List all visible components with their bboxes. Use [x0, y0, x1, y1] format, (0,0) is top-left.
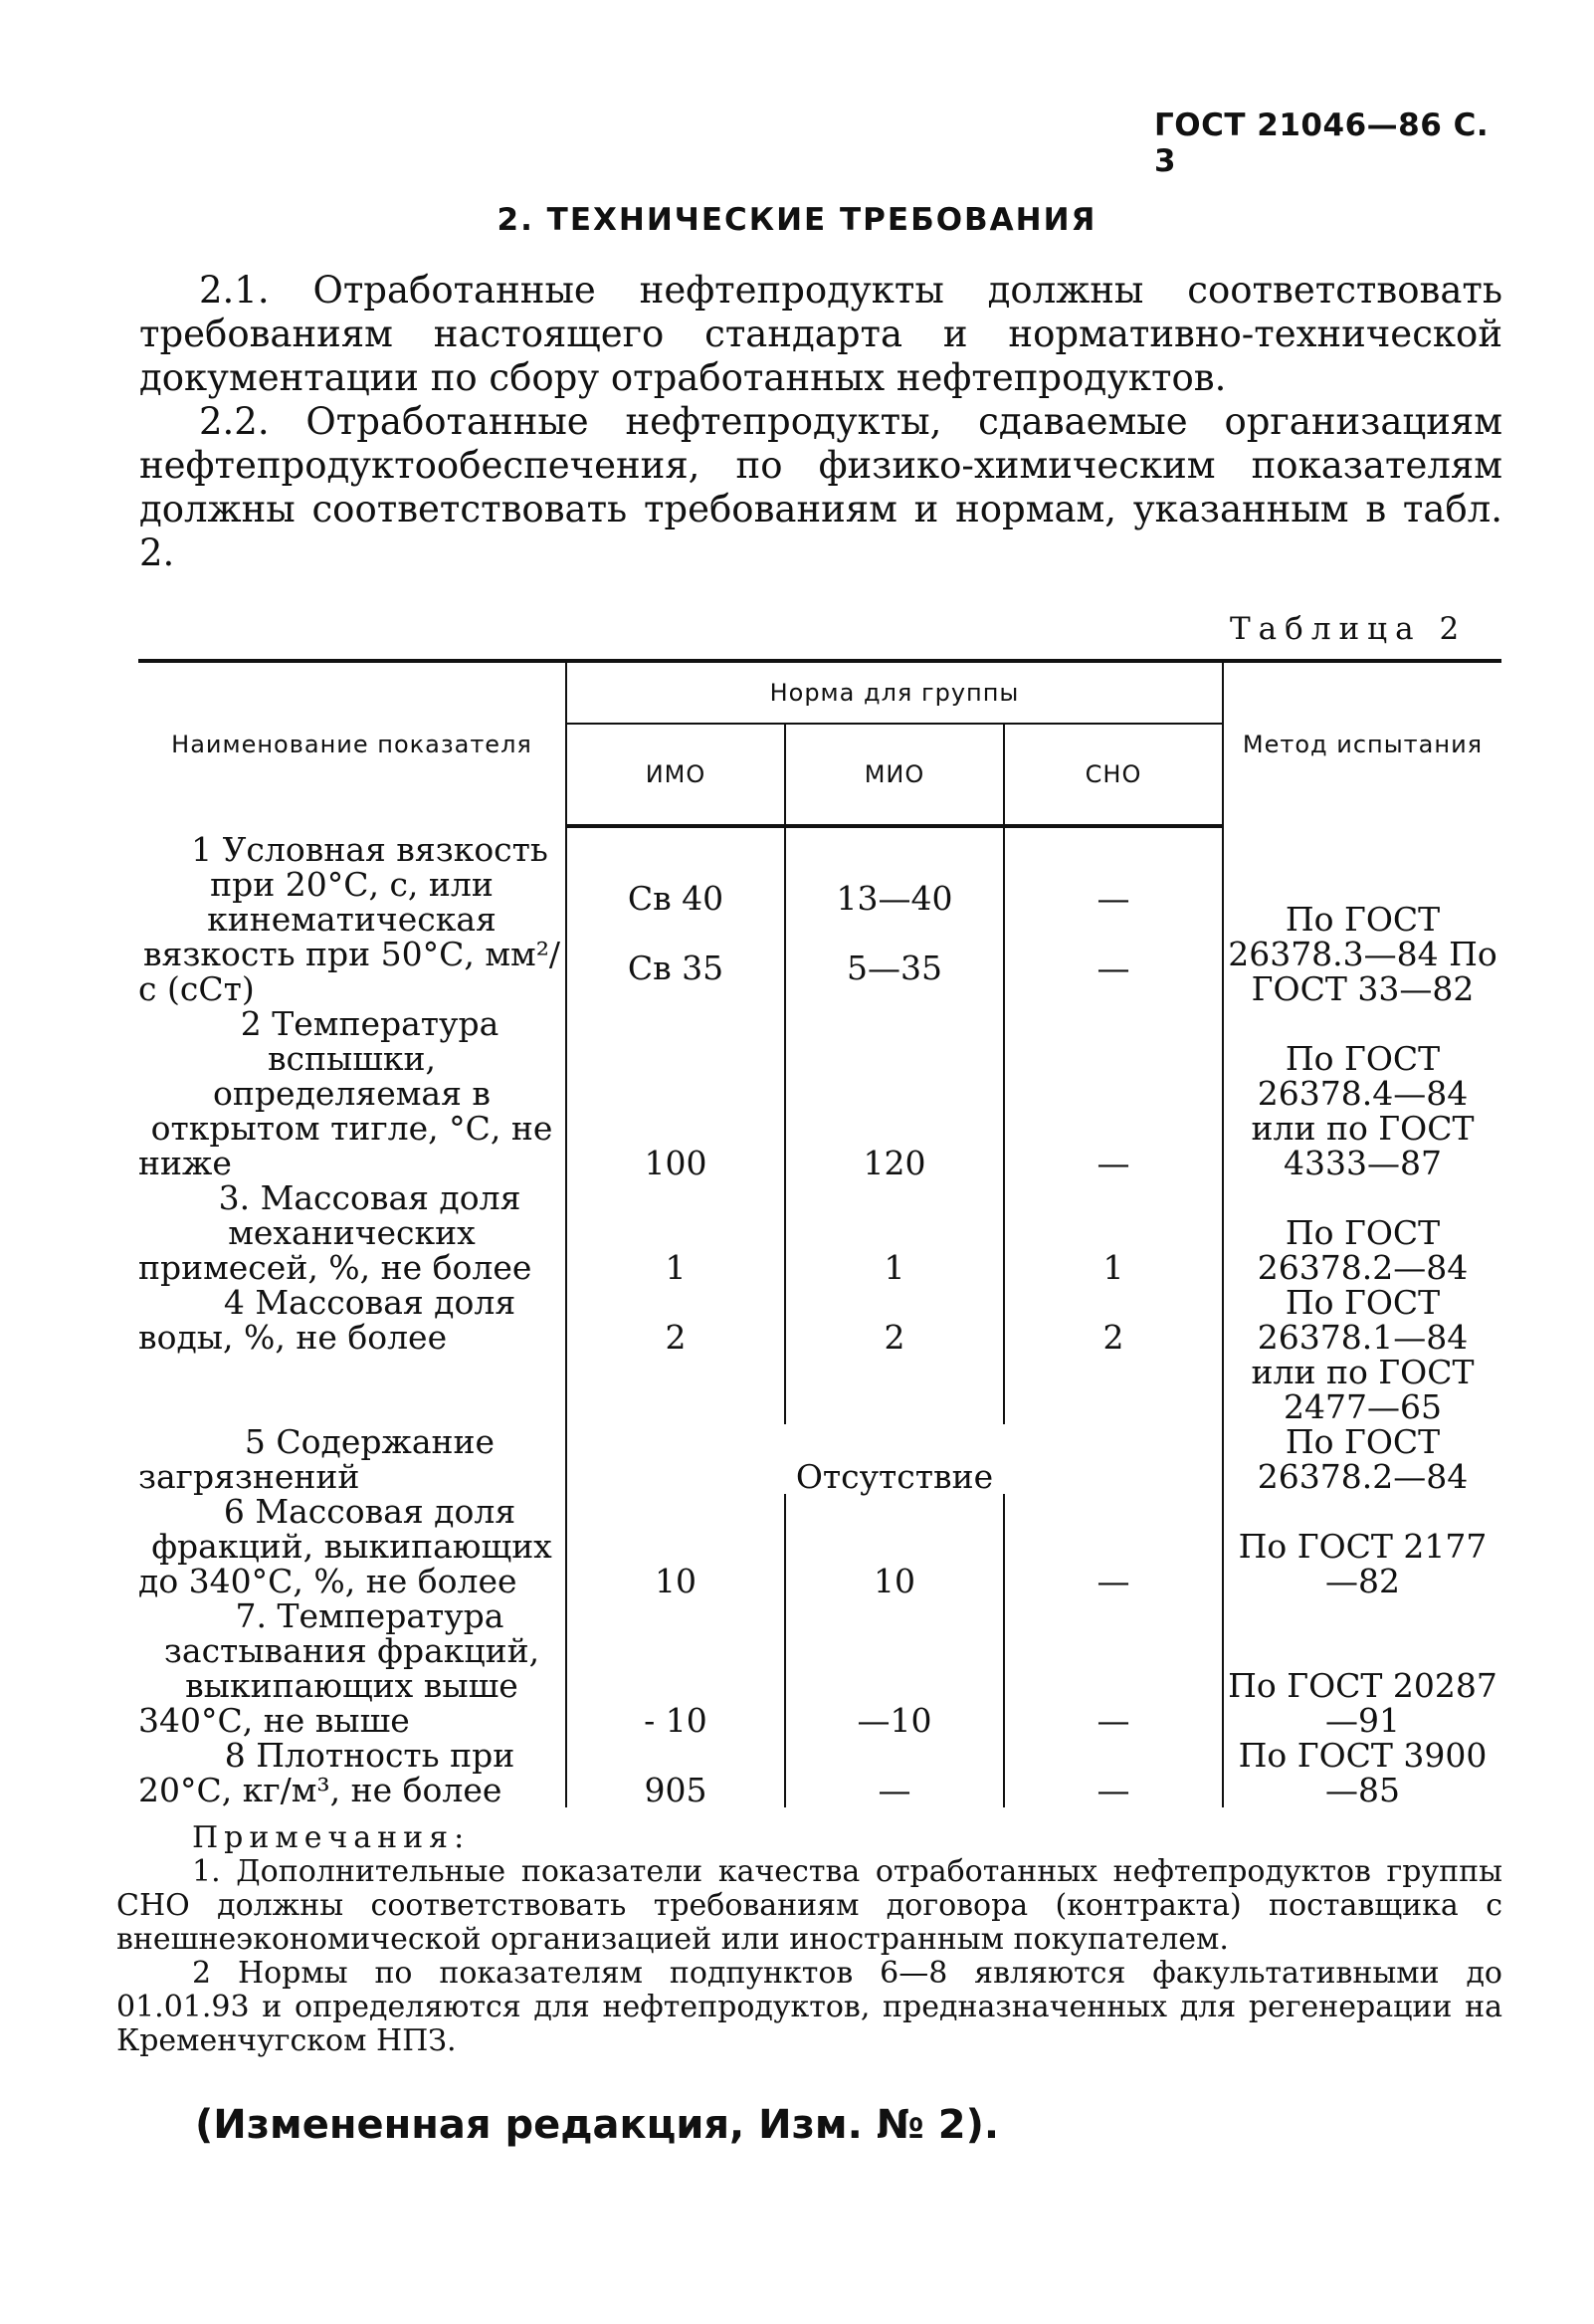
cell-mio: —	[785, 1738, 1004, 1807]
cell-imo: 10	[566, 1494, 785, 1598]
row-name: 8 Плотность при 20°С, кг/м³, не более	[138, 1736, 515, 1809]
cell-mio: 10	[785, 1494, 1004, 1598]
cell-sno: —	[1004, 1006, 1223, 1180]
cell-sno: —	[1004, 1738, 1223, 1807]
table-row	[138, 1598, 1501, 1738]
cell-mio: 2	[785, 1285, 1004, 1424]
header-mio: МИО	[785, 724, 1004, 826]
cell-imo: 905	[566, 1738, 785, 1807]
page-header: ГОСТ 21046—86 С. 3	[1154, 107, 1490, 179]
cell-method: По ГОСТ 26378.2—84	[1223, 1424, 1501, 1494]
row-name: 5 Содержание загрязнений	[138, 1422, 496, 1496]
cell-imo: - 10	[566, 1598, 785, 1738]
row-name: 1 Условная вязкость при 20°С, с, или кинематическая вязкость при 50°С, мм²/с (сСт)	[138, 830, 561, 1008]
header-sno: СНО	[1004, 724, 1223, 826]
table-row	[138, 1006, 1501, 1180]
cell-sno: 2	[1004, 1285, 1223, 1424]
cell-method: По ГОСТ 26378.1—84 или по ГОСТ 2477—65	[1223, 1285, 1501, 1424]
cell-merged: Отсутствие	[566, 1424, 1223, 1494]
paragraph-2-2: 2.2. Отработанные нефтепродукты, сдаваемые организациям нефтепродуктообеспечения, по физико-химическим показателям должны соответствовать требованиям и нормам, указанным в табл. 2.	[139, 400, 1502, 574]
cell-sno: 1	[1004, 1180, 1223, 1285]
notes-block	[116, 1821, 1502, 2058]
table-row	[138, 1424, 1501, 1494]
table-row	[138, 1738, 1501, 1807]
notes-title: Примечания:	[192, 1820, 471, 1855]
cell-imo: 2	[566, 1285, 785, 1424]
cell-sno: — —	[1004, 826, 1223, 1006]
row-name: 2 Температура вспышки, определяемая в открытом тигле, °С, не ниже	[138, 1004, 553, 1182]
row-name: 4 Массовая доля воды, %, не более	[138, 1283, 516, 1357]
row-name: 3. Массовая доля механических примесей, %, не более	[138, 1178, 532, 1287]
table-row	[138, 1285, 1501, 1424]
cell-sno: —	[1004, 1598, 1223, 1738]
header-imo: ИМО	[566, 724, 785, 826]
cell-method: По ГОСТ 26378.2—84	[1223, 1180, 1501, 1285]
cell-method: По ГОСТ 26378.3—84 По ГОСТ 33—82	[1223, 826, 1501, 1006]
amendment-note: (Измененная редакция, Изм. № 2).	[195, 2102, 1000, 2148]
table-row	[138, 826, 1501, 1006]
header-method: Метод испытания	[1223, 661, 1501, 826]
section-title: 2. ТЕХНИЧЕСКИЕ ТРЕБОВАНИЯ	[497, 202, 1097, 238]
cell-method: По ГОСТ 20287—91	[1223, 1598, 1501, 1738]
cell-mio: 13—40 5—35	[785, 826, 1004, 1006]
header-group: Норма для группы	[566, 661, 1223, 724]
table-row	[138, 1494, 1501, 1598]
cell-mio: 1	[785, 1180, 1004, 1285]
cell-imo: 100	[566, 1006, 785, 1180]
cell-sno: —	[1004, 1494, 1223, 1598]
requirements-table	[138, 659, 1501, 1807]
cell-imo: Св 40 Св 35	[566, 826, 785, 1006]
row-name: 6 Массовая доля фракций, выкипающих до 340°С, %, не более	[138, 1492, 552, 1600]
cell-mio: 120	[785, 1006, 1004, 1180]
table-caption: Таблица 2	[1230, 611, 1468, 647]
header-name: Наименование показателя	[138, 661, 566, 826]
cell-mio: —10	[785, 1598, 1004, 1738]
cell-method: По ГОСТ 3900—85	[1223, 1738, 1501, 1807]
table-row	[138, 1180, 1501, 1285]
row-name: 7. Температура застывания фракций, выкипающих выше 340°С, не выше	[138, 1596, 540, 1740]
note-item: 2 Нормы по показателям подпунктов 6—8 являются факультативными до 01.01.93 и определяются для нефтепродуктов, предназначенных для регенерации на Кременчугском НПЗ.	[116, 1956, 1502, 2058]
cell-imo: 1	[566, 1180, 785, 1285]
cell-method: По ГОСТ 2177—82	[1223, 1494, 1501, 1598]
paragraph-2-1: 2.1. Отработанные нефтепродукты должны соответствовать требованиям настоящего стандарта и нормативно-технической документации по сбору отработанных нефтепродуктов.	[139, 269, 1502, 399]
table-header-row	[138, 661, 1501, 724]
note-item: 1. Дополнительные показатели качества отработанных нефтепродуктов группы СНО должны соответствовать требованиям договора (контракта) поставщика с внешнеэкономической организацией или иностранным покупателем.	[116, 1854, 1502, 1957]
cell-method: По ГОСТ 26378.4—84 или по ГОСТ 4333—87	[1223, 1006, 1501, 1180]
